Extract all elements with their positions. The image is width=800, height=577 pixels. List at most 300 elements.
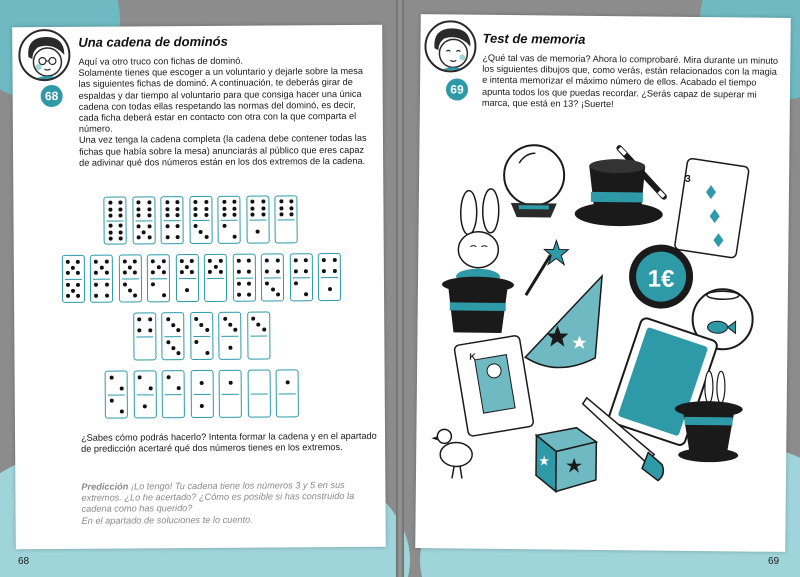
domino-pip <box>250 206 254 210</box>
domino-half <box>105 221 126 244</box>
domino-pip <box>94 271 98 275</box>
domino-divider <box>164 220 181 221</box>
domino-pip <box>99 265 103 269</box>
rabbit-in-hat-icon <box>441 188 515 333</box>
domino-half <box>319 277 340 300</box>
domino-pip <box>250 200 254 204</box>
domino-tile <box>61 255 84 303</box>
domino-half <box>248 394 269 417</box>
domino-pip <box>118 213 122 217</box>
intro-text <box>78 55 375 169</box>
domino-half <box>277 393 298 416</box>
domino-pip <box>208 259 212 263</box>
domino-pip <box>151 282 155 286</box>
domino-tile <box>219 370 242 418</box>
domino-pip <box>200 403 204 407</box>
domino-pip <box>109 375 113 379</box>
domino-pip <box>294 281 298 285</box>
domino-half <box>220 336 241 359</box>
domino-pip <box>232 213 236 217</box>
domino-half <box>162 313 183 336</box>
domino-pip <box>222 224 226 228</box>
domino-half <box>62 256 83 279</box>
domino-half <box>220 394 241 417</box>
domino-pip <box>137 224 141 228</box>
domino-pip <box>165 213 169 217</box>
domino-pip <box>156 265 160 269</box>
domino-pip <box>108 207 112 211</box>
domino-pip <box>294 258 298 262</box>
domino-pip <box>176 224 180 228</box>
domino-pip <box>119 236 123 240</box>
domino-divider <box>64 279 81 280</box>
domino-pip <box>228 345 232 349</box>
footer-page-number-left: 68 <box>18 556 30 567</box>
domino-pip <box>265 270 269 274</box>
domino-pip <box>166 340 170 344</box>
domino-divider <box>108 395 125 396</box>
domino-tile <box>118 254 141 302</box>
domino-pip <box>289 212 293 216</box>
domino-half <box>247 197 268 220</box>
domino-tile <box>275 195 298 243</box>
footer-page-number-right: 69 <box>768 556 780 567</box>
domino-pip <box>199 322 203 326</box>
domino-tile <box>218 312 241 360</box>
domino-pip <box>165 207 169 211</box>
domino-pip <box>105 282 109 286</box>
domino-half <box>248 313 269 336</box>
domino-pip <box>194 224 198 228</box>
domino-half <box>134 336 155 359</box>
domino-pip <box>200 380 204 384</box>
domino-pip <box>108 230 112 234</box>
domino-pip <box>128 265 132 269</box>
left-page <box>12 25 386 550</box>
domino-half <box>105 198 126 221</box>
domino-divider <box>278 219 295 220</box>
domino-pip <box>94 294 98 298</box>
domino-pip <box>105 271 109 275</box>
domino-pip <box>237 293 241 297</box>
domino-pip <box>199 229 203 233</box>
domino-half <box>191 394 212 417</box>
crystal-ball-icon <box>504 145 565 218</box>
domino-pip <box>204 200 208 204</box>
domino-pip <box>137 329 141 333</box>
domino-half <box>176 278 197 301</box>
domino-pip <box>294 270 298 274</box>
domino-pip <box>162 259 166 263</box>
domino-tile <box>261 253 284 301</box>
domino-pip <box>71 265 75 269</box>
prediction-paragraph <box>81 480 377 516</box>
domino-pip <box>304 269 308 273</box>
domino-half <box>248 336 269 359</box>
domino-pip <box>165 235 169 239</box>
domino-half <box>276 219 297 242</box>
domino-pip <box>109 398 113 402</box>
domino-pip <box>247 270 251 274</box>
domino-divider <box>235 278 252 279</box>
domino-half <box>134 394 155 417</box>
domino-tile <box>204 254 227 302</box>
domino-pip <box>185 288 189 292</box>
domino-tile <box>161 312 184 360</box>
domino-pip <box>162 270 166 274</box>
domino-pip <box>136 207 140 211</box>
domino-divider <box>150 278 167 279</box>
domino-half <box>247 220 268 243</box>
domino-half <box>219 197 240 220</box>
domino-half <box>262 277 283 300</box>
prediction-text: ¡Lo tengo! Tu cadena tiene los números 3 y 5 en sus extremos. ¿Lo he acertado? ¿Cómo es posible si has construido la cadena como has querido? <box>81 479 355 515</box>
domino-pip <box>205 328 209 332</box>
domino-pip <box>265 281 269 285</box>
domino-pip <box>194 340 198 344</box>
domino-pip <box>279 199 283 203</box>
domino-half <box>248 371 269 394</box>
domino-pip <box>237 270 241 274</box>
domino-pip <box>228 322 232 326</box>
star-box-icon <box>536 427 597 492</box>
prediction-label: Predicción <box>81 481 129 492</box>
domino-pip <box>108 224 112 228</box>
domino-half <box>106 372 127 395</box>
domino-divider <box>222 394 239 395</box>
question-text: ¿Sabes cómo podrás hacerlo? Intenta formar la cadena y en el apartado de predicción acertaré qué dos números tienes en los extremos. <box>81 430 377 455</box>
boy-avatar-icon <box>424 20 477 73</box>
page-title: Una cadena de dominós <box>78 33 228 50</box>
domino-half <box>133 220 154 243</box>
domino-tile <box>162 370 185 418</box>
domino-pip <box>205 351 209 355</box>
domino-pip <box>261 206 265 210</box>
domino-divider <box>192 220 209 221</box>
domino-pip <box>256 322 260 326</box>
domino-pip <box>204 235 208 239</box>
domino-half <box>190 220 211 243</box>
domino-tile <box>90 255 113 303</box>
domino-pip <box>148 329 152 333</box>
domino-divider <box>292 277 309 278</box>
domino-pip <box>180 259 184 263</box>
domino-divider <box>193 394 210 395</box>
domino-pip <box>176 235 180 239</box>
domino-half <box>290 254 311 277</box>
domino-divider <box>250 336 267 337</box>
domino-pip <box>66 294 70 298</box>
domino-pip <box>133 294 137 298</box>
domino-tile <box>161 196 184 244</box>
king-rank-label: K <box>469 351 476 362</box>
intro-paragraph-2: Solamente tienes que escoger a un voluntario y dejarle sobre la mesa las siguientes fichas de dominó. A continuación, te deberás girar de espaldas y dar tiempo al voluntario para que consiga hacer una única cadena con todas ellas respetando las normas del dominó, es decir, cada ficha deberá estar en contacto con otra con la que comparta el número. <box>78 66 364 135</box>
domino-divider <box>221 220 238 221</box>
domino-half <box>91 279 112 302</box>
domino-pip <box>265 258 269 262</box>
top-hat-icon <box>575 159 664 227</box>
domino-divider <box>93 279 110 280</box>
domino-pip <box>175 207 179 211</box>
domino-pip <box>66 283 70 287</box>
domino-pip <box>147 207 151 211</box>
domino-pip <box>322 258 326 262</box>
domino-divider <box>279 393 296 394</box>
domino-half <box>262 254 283 277</box>
domino-pip <box>76 294 80 298</box>
domino-pip <box>119 230 123 234</box>
domino-tile <box>175 254 198 302</box>
domino-pip <box>251 316 255 320</box>
domino-divider <box>222 336 239 337</box>
domino-tile <box>190 312 213 360</box>
domino-pip <box>222 213 226 217</box>
domino-pip <box>137 236 141 240</box>
domino-pip <box>123 282 127 286</box>
domino-pip <box>204 206 208 210</box>
playing-card-icon <box>674 158 749 259</box>
domino-pip <box>190 270 194 274</box>
domino-pip <box>136 213 140 217</box>
domino-pip <box>185 265 189 269</box>
domino-pip <box>147 213 151 217</box>
domino-half <box>119 255 140 278</box>
domino-pip <box>193 200 197 204</box>
domino-pip <box>322 269 326 273</box>
domino-divider <box>249 220 266 221</box>
domino-pip <box>171 346 175 350</box>
domino-pip <box>128 288 132 292</box>
domino-pip <box>171 323 175 327</box>
domino-tile <box>105 370 128 418</box>
domino-pip <box>166 317 170 321</box>
domino-tile <box>190 370 213 418</box>
domino-pip <box>213 264 217 268</box>
domino-pip <box>120 387 124 391</box>
domino-tile <box>133 370 156 418</box>
domino-divider <box>136 394 153 395</box>
domino-pip <box>333 269 337 273</box>
domino-half <box>277 370 298 393</box>
domino-pip <box>66 271 70 275</box>
domino-divider <box>264 277 281 278</box>
domino-pip <box>328 287 332 291</box>
domino-divider <box>207 278 224 279</box>
domino-pip <box>219 270 223 274</box>
domino-half <box>219 220 240 243</box>
right-page <box>415 14 791 552</box>
domino-pip <box>118 207 122 211</box>
domino-pip <box>108 237 112 241</box>
domino-pip <box>147 224 151 228</box>
domino-pip <box>247 293 251 297</box>
domino-pip <box>289 199 293 203</box>
domino-half <box>162 220 183 243</box>
domino-divider <box>165 336 182 337</box>
domino-pip <box>165 224 169 228</box>
domino-pip <box>148 387 152 391</box>
prediction-block <box>81 480 377 527</box>
intro-paragraph-1: Aquí va otro truco con fichas de dominó. <box>78 55 243 67</box>
domino-half <box>190 197 211 220</box>
domino-divider <box>178 278 195 279</box>
domino-pip <box>120 410 124 414</box>
book-gutter <box>396 0 404 577</box>
domino-pip <box>151 271 155 275</box>
domino-pip <box>108 201 112 205</box>
domino-half <box>148 278 169 301</box>
card-rank-label: 3 <box>685 173 691 185</box>
domino-pip <box>162 293 166 297</box>
domino-half <box>220 371 241 394</box>
domino-pip <box>76 283 80 287</box>
domino-pip <box>271 287 275 291</box>
domino-half <box>91 256 112 279</box>
domino-pip <box>279 212 283 216</box>
domino-pip <box>136 200 140 204</box>
domino-pip <box>276 270 280 274</box>
boy-avatar-icon <box>18 29 70 81</box>
domino-pip <box>232 200 236 204</box>
domino-pip <box>166 375 170 379</box>
domino-half <box>205 278 226 301</box>
domino-pip <box>133 271 137 275</box>
page-number-badge: 69 <box>444 76 470 102</box>
domino-pip <box>247 258 251 262</box>
domino-pip <box>228 380 232 384</box>
domino-tile <box>247 312 270 360</box>
domino-pip <box>289 206 293 210</box>
domino-half <box>176 255 197 278</box>
domino-pip <box>76 260 80 264</box>
domino-half <box>191 371 212 394</box>
domino-pip <box>148 317 152 321</box>
domino-pip <box>177 386 181 390</box>
domino-pip <box>222 200 226 204</box>
domino-half <box>106 395 127 418</box>
domino-half <box>191 336 212 359</box>
domino-half <box>163 394 184 417</box>
domino-pip <box>108 214 112 218</box>
domino-half <box>319 254 340 277</box>
domino-pip <box>250 213 254 217</box>
domino-tile <box>246 196 269 244</box>
domino-half <box>233 278 254 301</box>
domino-pip <box>193 213 197 217</box>
domino-half <box>191 313 212 336</box>
domino-pip <box>276 258 280 262</box>
domino-tile <box>289 253 312 301</box>
domino-pip <box>176 328 180 332</box>
domino-pip <box>175 200 179 204</box>
domino-pip <box>190 259 194 263</box>
domino-pip <box>133 259 137 263</box>
domino-pip <box>279 206 283 210</box>
domino-half <box>133 197 154 220</box>
domino-divider <box>135 220 152 221</box>
domino-pip <box>180 270 184 274</box>
intro-paragraph: ¿Qué tal vas de memoria? Ahora lo comprobaré. Mira durante un minuto los siguientes dibujos que, como verás, están relacionados con la magia e intenta memorizar el máximo número de ellos. Acabado el tiempo apunta todos los que puedas recordar. ¿Serás capaz de superar mi marca, que está en 13? ¡Suerte! <box>481 52 779 109</box>
domino-divider <box>107 221 124 222</box>
domino-half <box>233 255 254 278</box>
domino-tile <box>104 197 127 245</box>
domino-tile <box>133 312 156 360</box>
domino-pip <box>222 206 226 210</box>
domino-pip <box>94 282 98 286</box>
domino-half <box>163 371 184 394</box>
domino-half <box>148 255 169 278</box>
domino-tile <box>247 370 270 418</box>
domino-pip <box>119 224 123 228</box>
domino-tile <box>276 369 299 417</box>
domino-pip <box>147 200 151 204</box>
domino-pip <box>105 259 109 263</box>
prediction-note: En el apartado de soluciones te lo cuento. <box>81 514 253 526</box>
domino-pip <box>233 235 237 239</box>
domino-tile <box>132 196 155 244</box>
domino-pip <box>123 271 127 275</box>
domino-divider <box>321 277 338 278</box>
domino-half <box>62 279 83 302</box>
page-title: Test de memoria <box>482 30 586 47</box>
domino-tile <box>232 254 255 302</box>
domino-half <box>219 313 240 336</box>
domino-pip <box>285 380 289 384</box>
coin-icon <box>629 244 694 309</box>
domino-pip <box>142 230 146 234</box>
page-number-badge: 68 <box>39 83 65 109</box>
domino-pip <box>193 207 197 211</box>
domino-pip <box>261 212 265 216</box>
domino-half <box>119 278 140 301</box>
domino-divider <box>136 336 153 337</box>
domino-pip <box>304 258 308 262</box>
coin-label: 1€ <box>647 265 675 293</box>
domino-pip <box>118 201 122 205</box>
king-card-icon <box>453 334 535 437</box>
domino-pip <box>194 317 198 321</box>
domino-half <box>290 277 311 300</box>
domino-pip <box>233 328 237 332</box>
star-wand-icon <box>526 240 569 295</box>
domino-tile <box>218 196 241 244</box>
domino-pip <box>304 292 308 296</box>
domino-divider <box>193 336 210 337</box>
domino-divider <box>165 394 182 395</box>
domino-half <box>162 197 183 220</box>
domino-pip <box>237 281 241 285</box>
domino-pip <box>71 288 75 292</box>
dove-icon <box>431 429 473 478</box>
domino-pip <box>105 294 109 298</box>
domino-pip <box>165 200 169 204</box>
domino-pip <box>66 260 70 264</box>
domino-pip <box>147 236 151 240</box>
domino-pip <box>175 213 179 217</box>
domino-tile <box>189 196 212 244</box>
domino-tile <box>318 253 341 301</box>
domino-pip <box>208 270 212 274</box>
domino-pip <box>94 259 98 263</box>
domino-half <box>134 371 155 394</box>
domino-pip <box>247 281 251 285</box>
domino-half <box>134 313 155 336</box>
domino-pip <box>143 404 147 408</box>
domino-pip <box>237 258 241 262</box>
domino-pip <box>138 375 142 379</box>
domino-pip <box>176 351 180 355</box>
domino-divider <box>250 394 267 395</box>
